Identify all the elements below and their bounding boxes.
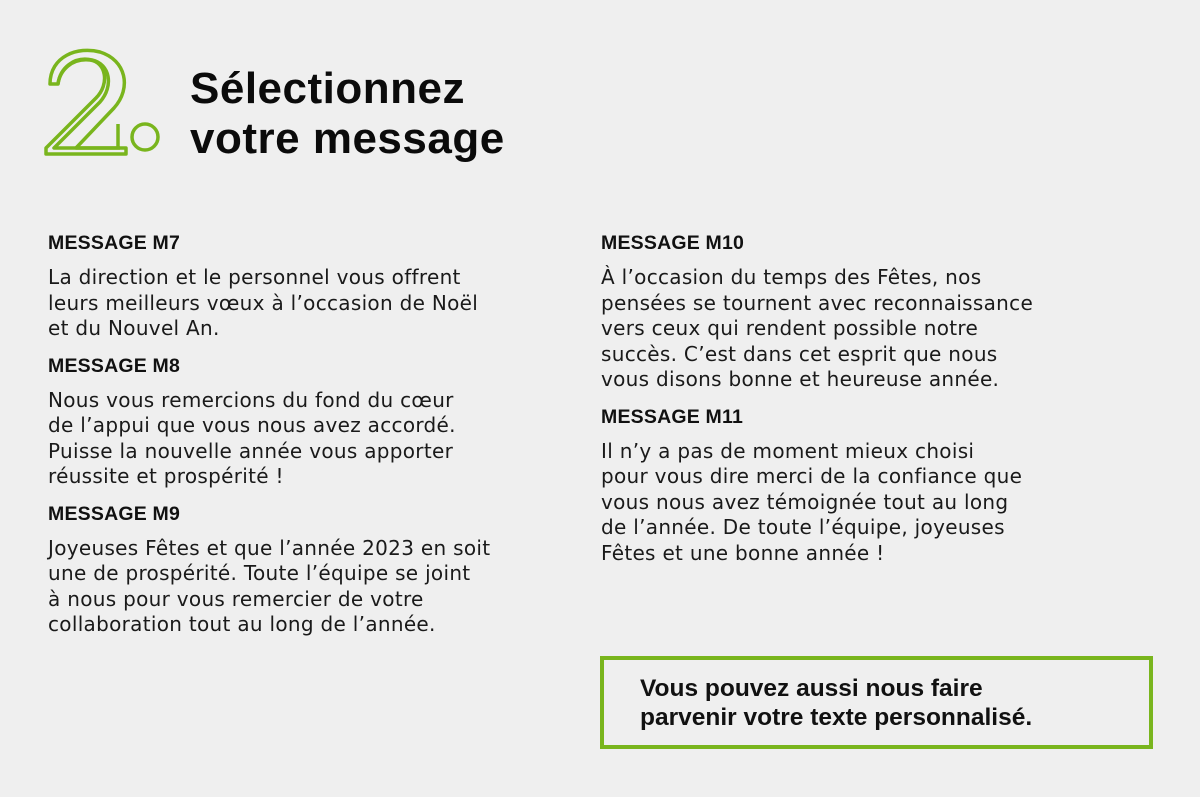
message-text-line: leurs meilleurs vœux à l’occasion de Noël <box>48 290 479 315</box>
message-text-line: collaboration tout au long de l’année. <box>48 612 436 636</box>
message-option <box>601 231 1121 393</box>
left-message-column <box>48 231 568 650</box>
message-text-line: de l’année. De toute l’équipe, joyeuses <box>601 515 1005 539</box>
message-text-line: Il n’y a pas de moment mieux choisi <box>601 438 975 463</box>
page-title-line: votre message <box>190 114 505 163</box>
message-text-line: Fêtes et une bonne année ! <box>601 540 885 565</box>
message-option <box>601 405 1121 567</box>
message-text-line: La direction et le personnel vous offrent <box>48 265 461 289</box>
page-title <box>190 64 505 164</box>
message-text-line: et du Nouvel An. <box>48 316 220 340</box>
message-text-line: de l’appui que vous nous avez accordé. <box>48 413 456 437</box>
message-heading: MESSAGE M7 <box>48 232 181 254</box>
message-text-line: vers ceux qui rendent possible notre <box>601 316 979 340</box>
message-text-line: Puisse la nouvelle année vous apporter <box>48 438 454 463</box>
message-text-line: une de prospérité. Toute l’équipe se joint <box>48 561 471 585</box>
message-text-line: vous nous avez témoignée tout au long <box>601 489 1009 514</box>
message-option <box>48 354 568 490</box>
message-option <box>48 231 568 342</box>
page-title-line: Sélectionnez <box>190 64 465 113</box>
message-text-line: à nous pour vous remercier de votre <box>48 586 424 611</box>
message-heading: MESSAGE M10 <box>601 232 745 254</box>
step-number-outline <box>46 50 126 154</box>
message-text-line: réussite et prospérité ! <box>48 464 284 488</box>
message-text-line: Nous vous remercions du fond du cœur <box>48 387 454 412</box>
message-text-line: pensées se tournent avec reconnaissance <box>601 290 1034 315</box>
custom-text-callout <box>600 656 1153 749</box>
callout-line: Vous pouvez aussi nous faire <box>640 675 983 702</box>
message-heading: MESSAGE M8 <box>48 354 181 377</box>
message-option <box>48 502 568 638</box>
message-text-line: vous disons bonne et heureuse année. <box>601 367 1000 391</box>
right-message-column <box>601 231 1121 578</box>
message-text-line: succès. C’est dans cet esprit que nous <box>601 341 998 366</box>
message-text-line: pour vous dire merci de la confiance que <box>601 464 1023 488</box>
message-heading: MESSAGE M11 <box>601 405 743 428</box>
callout-line: parvenir votre texte personnalisé. <box>640 704 1033 731</box>
message-heading: MESSAGE M9 <box>48 502 181 525</box>
step-number-icon <box>40 44 170 164</box>
step-number-dot <box>132 124 158 150</box>
message-text-line: Joyeuses Fêtes et que l’année 2023 en soit <box>48 535 491 560</box>
message-text-line: À l’occasion du temps des Fêtes, nos <box>601 265 982 289</box>
